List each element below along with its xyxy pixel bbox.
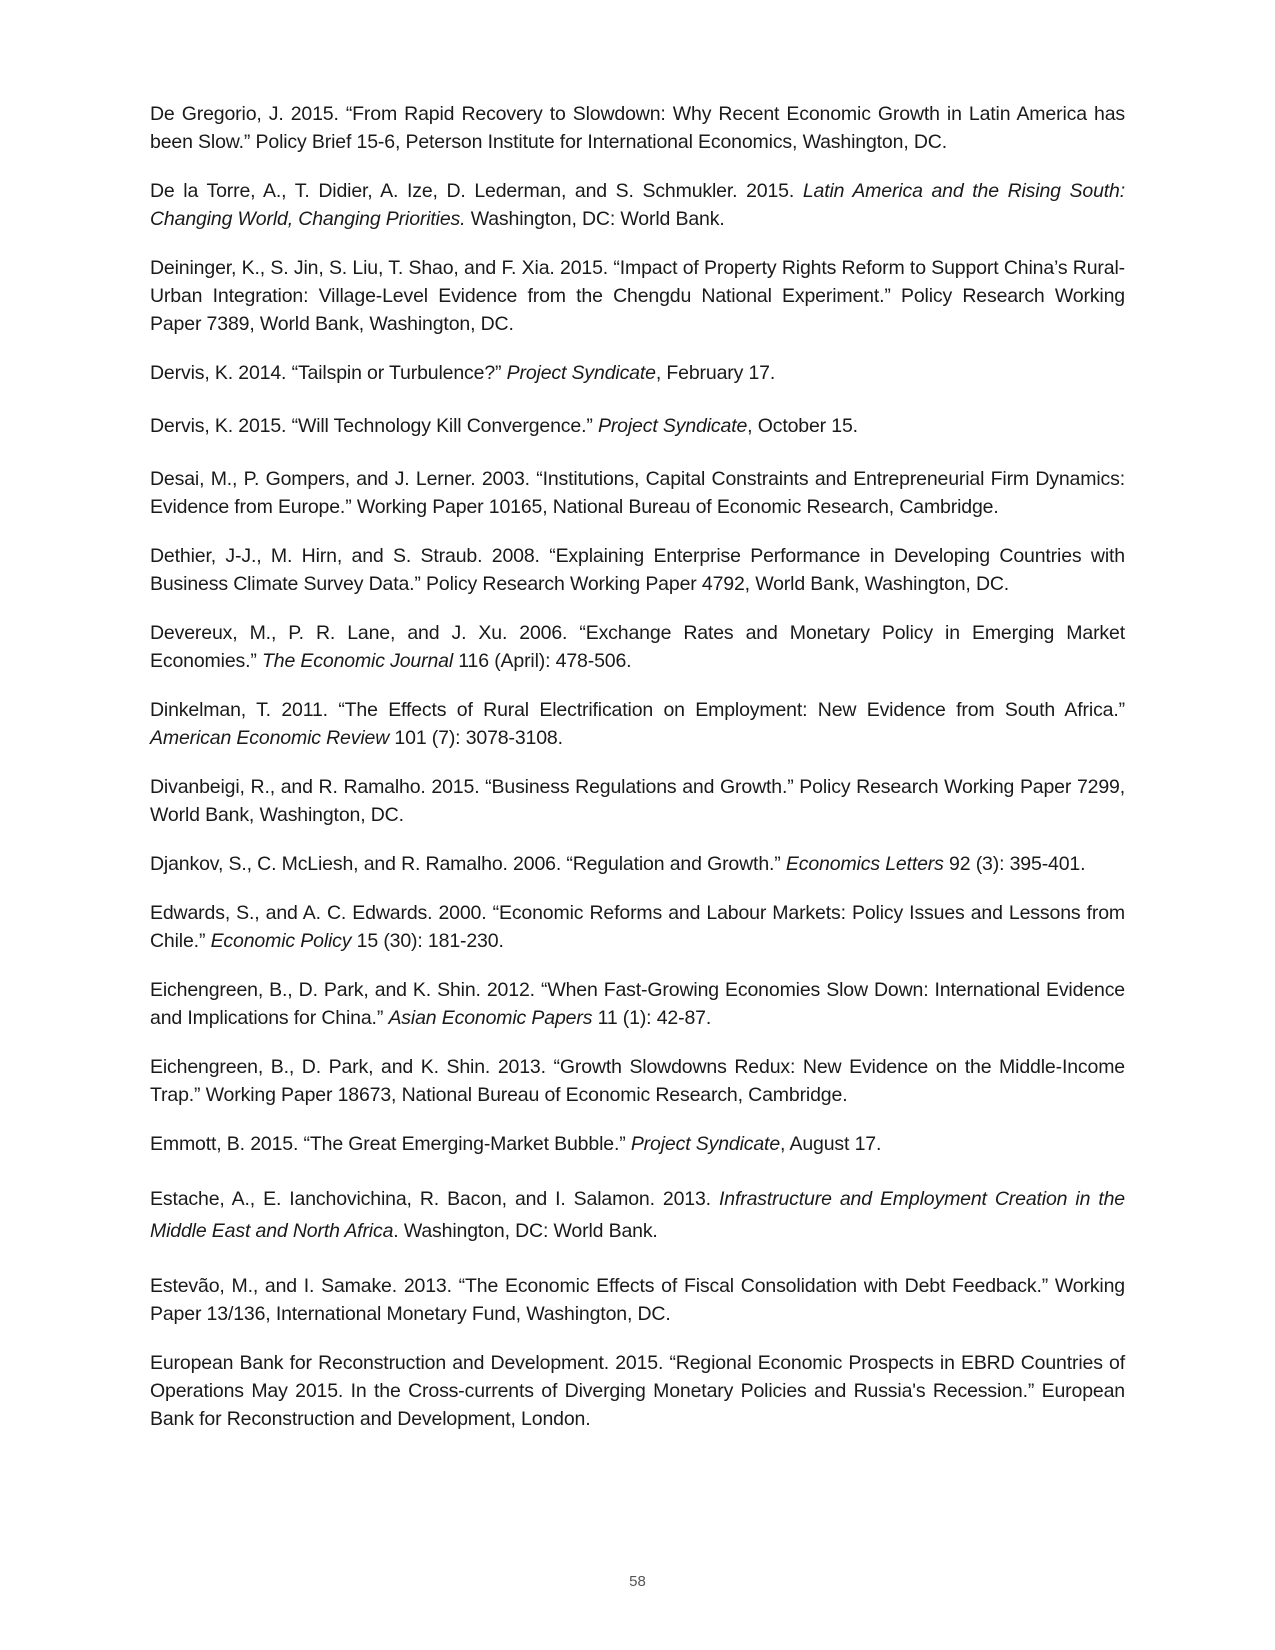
reference-text: , October 15.	[747, 415, 858, 437]
reference-entry	[150, 899, 1125, 955]
reference-text: Dervis, K. 2015. “Will Technology Kill Convergence.”	[150, 415, 598, 437]
reference-text: Eichengreen, B., D. Park, and K. Shin. 2013. “Growth Slowdowns Redux: New Evidence on the Middle-Income Trap.” Working Paper 18673, National Bureau of Economic Research, Cambridge.	[150, 1056, 1125, 1106]
reference-entry	[150, 850, 1125, 878]
reference-entry	[150, 177, 1125, 233]
reference-text: Devereux, M., P. R. Lane, and J. Xu. 2006. “Exchange Rates and Monetary Policy in Emerging Market Economies.”	[150, 622, 1125, 672]
reference-title-italic: Infrastructure and Employment Creation in the Middle East and North Africa	[150, 1188, 1126, 1242]
reference-entry	[150, 465, 1125, 521]
reference-entry	[150, 100, 1125, 156]
reference-title-italic: American Economic Review	[150, 727, 390, 749]
reference-text: , February 17.	[655, 362, 776, 384]
reference-title-italic: Economic Policy	[210, 930, 352, 952]
reference-text: Djankov, S., C. McLiesh, and R. Ramalho. 2006. “Regulation and Growth.”	[150, 853, 786, 875]
reference-text: . Washington, DC: World Bank.	[393, 1220, 658, 1242]
reference-entry	[150, 696, 1125, 752]
reference-entry	[150, 254, 1125, 338]
reference-text: 101 (7): 3078-3108.	[389, 727, 563, 749]
reference-list	[150, 100, 1125, 1454]
reference-text: Desai, M., P. Gompers, and J. Lerner. 2003. “Institutions, Capital Constraints and Entrepreneurial Firm Dynamics: Evidence from Europe.” Working Paper 10165, National Bureau of Economic Research, Cambridge.	[150, 468, 1125, 518]
reference-entry	[150, 773, 1125, 829]
reference-entry	[150, 619, 1125, 675]
reference-title-italic: Latin America and the Rising South: Changing World, Changing Priorities.	[150, 180, 1126, 230]
reference-text: 92 (3): 395-401.	[943, 853, 1086, 875]
reference-entry	[150, 976, 1125, 1032]
reference-text: 116 (April): 478-506.	[453, 650, 632, 672]
reference-title-italic: Project Syndicate	[630, 1133, 781, 1155]
reference-text: Edwards, S., and A. C. Edwards. 2000. “Economic Reforms and Labour Markets: Policy Issues and Lessons from Chile.”	[150, 902, 1125, 952]
reference-entry	[150, 359, 1125, 387]
page-number: 58	[629, 1573, 646, 1590]
reference-entry	[150, 1349, 1125, 1433]
reference-text: Dinkelman, T. 2011. “The Effects of Rural Electrification on Employment: New Evidence from South Africa.”	[150, 699, 1125, 721]
reference-text: , August 17.	[780, 1133, 882, 1155]
reference-text: Deininger, K., S. Jin, S. Liu, T. Shao, and F. Xia. 2015. “Impact of Property Rights Reform to Support China’s Rural-Urban Integration: Village-Level Evidence from the Chengdu National Experiment.” Policy Research Working Paper 7389, World Bank, Washington, DC.	[150, 257, 1125, 335]
reference-text: European Bank for Reconstruction and Development. 2015. “Regional Economic Prospects in EBRD Countries of Operations May 2015. In the Cross-currents of Diverging Monetary Policies and Russia's Recession.” European Bank for Reconstruction and Development, London.	[150, 1352, 1125, 1430]
reference-text: Washington, DC: World Bank.	[465, 208, 725, 230]
reference-entry	[150, 1130, 1125, 1158]
reference-text: Emmott, B. 2015. “The Great Emerging-Market Bubble.”	[150, 1133, 631, 1155]
reference-text: Eichengreen, B., D. Park, and K. Shin. 2012. “When Fast-Growing Economies Slow Down: International Evidence and Implications for China.”	[150, 979, 1125, 1029]
reference-text: Divanbeigi, R., and R. Ramalho. 2015. “Business Regulations and Growth.” Policy Research Working Paper 7299, World Bank, Washington, DC.	[150, 776, 1125, 826]
reference-title-italic: The Economic Journal	[262, 650, 454, 672]
reference-text: Dethier, J-J., M. Hirn, and S. Straub. 2008. “Explaining Enterprise Performance in Developing Countries with Business Climate Survey Data.” Policy Research Working Paper 4792, World Bank, Washington, DC.	[150, 545, 1125, 595]
reference-entry	[150, 412, 1125, 440]
reference-text: De Gregorio, J. 2015. “From Rapid Recovery to Slowdown: Why Recent Economic Growth in Latin America has been Slow.” Policy Brief 15-6, Peterson Institute for International Economics, Washington, DC.	[150, 103, 1125, 153]
reference-entry	[150, 1183, 1125, 1247]
reference-text: Dervis, K. 2014. “Tailspin or Turbulence?”	[150, 362, 507, 384]
reference-text: 15 (30): 181-230.	[351, 930, 504, 952]
reference-text: Estache, A., E. Ianchovichina, R. Bacon, and I. Salamon. 2013.	[150, 1188, 719, 1210]
reference-entry	[150, 1272, 1125, 1328]
reference-text: 11 (1): 42-87.	[592, 1007, 712, 1029]
reference-entry	[150, 542, 1125, 598]
reference-text: De la Torre, A., T. Didier, A. Ize, D. Lederman, and S. Schmukler. 2015.	[150, 180, 803, 202]
reference-title-italic: Asian Economic Papers	[388, 1007, 593, 1029]
reference-text: Estevão, M., and I. Samake. 2013. “The Economic Effects of Fiscal Consolidation with Debt Feedback.” Working Paper 13/136, International Monetary Fund, Washington, DC.	[150, 1275, 1125, 1325]
reference-entry	[150, 1053, 1125, 1109]
reference-title-italic: Economics Letters	[785, 853, 944, 875]
reference-title-italic: Project Syndicate	[597, 415, 748, 437]
reference-title-italic: Project Syndicate	[506, 362, 656, 384]
